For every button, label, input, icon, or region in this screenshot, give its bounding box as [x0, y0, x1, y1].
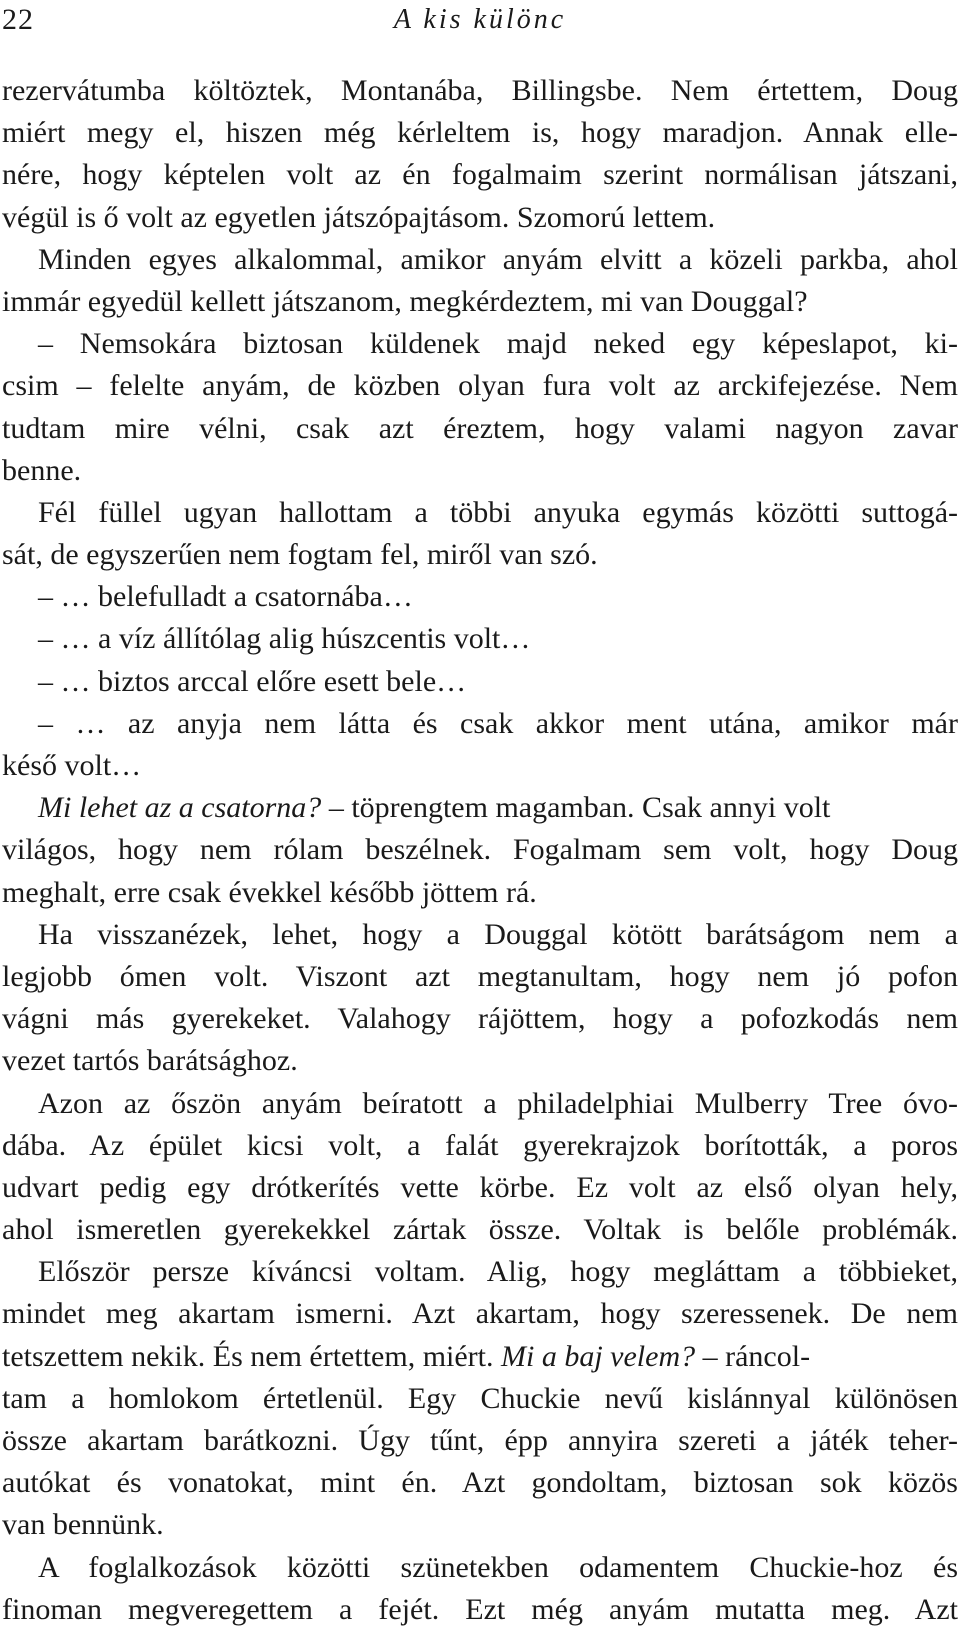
dialogue-line: – Nemsokára biztosan küldenek majd neked egy képeslapot, ki-	[38, 327, 958, 361]
text-line: immár egyedül kellett játszanom, megkérdeztem, mi van Douggal?	[2, 284, 808, 318]
text-line: legjobb ómen volt. Viszont azt megtanultam, hogy nem jó pofon	[2, 959, 958, 993]
text-line: A foglalkozások közötti szünetekben odamentem Chuckie-hoz és	[38, 1550, 958, 1584]
text-line: világos, hogy nem rólam beszélnek. Fogalmam sem volt, hogy Doug	[2, 833, 958, 867]
text-line: udvart pedig egy drótkerítés vette körbe. Ez volt az első olyan hely,	[2, 1170, 958, 1204]
text-line: van bennünk.	[2, 1508, 164, 1542]
text-line: nére, hogy képtelen volt az én fogalmaim szerint normálisan játszani,	[2, 158, 958, 192]
text-line: Azon az őszön anyám beíratott a philadelphiai Mulberry Tree óvo-	[38, 1086, 958, 1120]
running-title: A kis különc	[393, 4, 567, 35]
text-line: Ha visszanézek, lehet, hogy a Douggal kötött barátságom nem a	[38, 917, 958, 951]
dialogue-line: – … biztos arccal előre esett bele…	[38, 664, 467, 698]
text-line: csim – felelte anyám, de közben olyan fura volt az arckifejezése. Nem	[2, 369, 958, 403]
text-line: vezet tartós barátsághoz.	[2, 1044, 298, 1078]
text-line: tudtam mire vélni, csak azt éreztem, hogy valami nagyon zavar	[2, 411, 958, 445]
dialogue-line: – … az anyja nem látta és csak akkor ment utána, amikor már	[38, 706, 958, 740]
text-line: autókat és vonatokat, mint én. Azt gondoltam, biztosan sok közös	[2, 1466, 958, 1500]
dialogue-line: – … belefulladt a csatornába…	[38, 580, 413, 614]
text-line: Minden egyes alkalommal, amikor anyám elvitt a közeli parkba, ahol	[38, 242, 958, 276]
text-line: rezervátumba költöztek, Montanába, Billingsbe. Nem értettem, Doug	[2, 74, 958, 107]
text-line-mixed	[2, 787, 958, 829]
text-line-mixed	[2, 1336, 958, 1378]
text-line: sát, de egyszerűen nem fogtam fel, miről van szó.	[2, 538, 598, 572]
text-line: végül is ő volt az egyetlen játszópajtásom. Szomorú lettem.	[2, 200, 716, 234]
text-run: – ráncol-	[695, 1339, 811, 1373]
text-line: benne.	[2, 453, 82, 487]
text-line: tam a homlokom értetlenül. Egy Chuckie nevű kislánnyal különösen	[2, 1381, 958, 1415]
italic-thought: Mi a baj velem?	[501, 1339, 696, 1373]
text-line: Fél füllel ugyan hallottam a többi anyuka egymás közötti suttogá-	[38, 495, 958, 529]
text-line: meghalt, erre csak évekkel később jöttem rá.	[2, 875, 537, 909]
text-run: – töprengtem magamban. Csak annyi volt	[321, 791, 831, 825]
dialogue-line: – … a víz állítólag alig húszcentis volt…	[38, 622, 531, 656]
text-line: finoman megveregettem a fejét. Ezt még anyám mutatta meg. Azt	[2, 1592, 958, 1626]
italic-thought: Mi lehet az a csatorna?	[38, 791, 322, 825]
text-line: Először persze kíváncsi voltam. Alig, hogy megláttam a többieket,	[38, 1255, 958, 1289]
page-header	[0, 0, 960, 40]
text-line: késő volt…	[2, 749, 142, 782]
text-line: mindet meg akartam ismerni. Azt akartam, hogy szeressenek. De nem	[2, 1297, 958, 1331]
text-run: tetszettem nekik. És nem értettem, miért.	[2, 1339, 501, 1373]
body-text	[2, 70, 958, 1631]
text-line: miért megy el, hiszen még kérleltem is, hogy maradjon. Annak elle-	[2, 116, 958, 150]
text-line: vágni más gyerekeket. Valahogy rájöttem, hogy a pofozkodás nem	[2, 1002, 958, 1036]
page-number: 22	[2, 3, 34, 36]
text-line: össze akartam barátkozni. Úgy tűnt, épp annyira szereti a játék teher-	[2, 1424, 958, 1457]
text-line: ahol ismeretlen gyerekekkel zártak össze. Voltak is belőle problémák.	[2, 1213, 958, 1247]
text-line: dába. Az épület kicsi volt, a falát gyerekrajzok borították, a poros	[2, 1128, 958, 1162]
